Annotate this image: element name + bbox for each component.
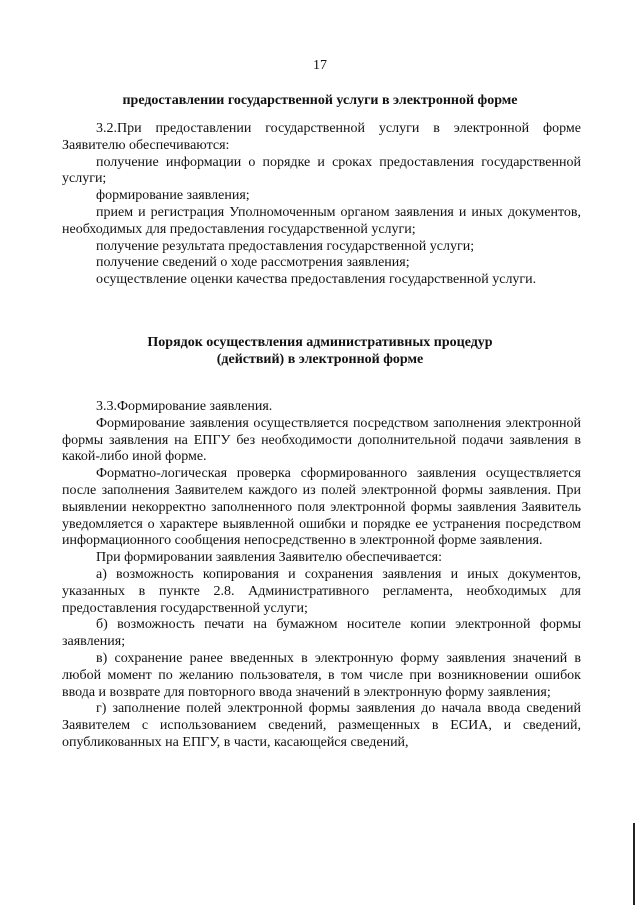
paragraph: прием и регистрация Уполномоченным органом заявления и иных документов, необходимых для предоставления государственной услуги; <box>62 204 581 237</box>
list-item: г) заполнение полей электронной формы заявления до начала ввода сведений Заявителем с использованием сведений, размещенных в ЕСИА, и сведений, опубликованных на ЕПГУ, в части, касающейся сведений, <box>62 701 581 750</box>
paragraph: При формировании заявления Заявителю обеспечивается: <box>96 550 443 566</box>
scan-edge-mark <box>633 823 635 905</box>
list-item: а) возможность копирования и сохранения заявления и иных документов, указанных в пункте 2.8. Административного регламента, необходимых для предоставления государственной услуги; <box>62 566 581 616</box>
paragraph: Формирование заявления осуществляется посредством заполнения электронной формы заявления на ЕПГУ без необходимости дополнительной подачи заявления в какой-либо иной форме. <box>62 415 581 465</box>
paragraph: 3.3.Формирование заявления. <box>96 399 273 414</box>
section-heading-line-2: (действий) в электронной форме <box>216 352 424 367</box>
section-heading-continuation: предоставлении государственной услуги в электронной форме <box>122 93 518 108</box>
list-item: б) возможность печати на бумажном носителе копии электронной формы заявления; <box>62 617 581 650</box>
section-heading-line-1: Порядок осуществления административных процедур <box>147 335 493 350</box>
paragraph: получение сведений о ходе рассмотрения заявления; <box>96 255 410 271</box>
paragraph: получение результата предоставления государственной услуги; <box>96 238 475 254</box>
page-number: 17 <box>313 58 327 73</box>
paragraph: формирование заявления; <box>96 188 250 204</box>
list-item: в) сохранение ранее введенных в электронную форму заявления значений в любой момент по желанию пользователя, в том числе при возникновении ошибок ввода и возврате для повторного ввода значений в электронную форму заявления; <box>62 650 581 700</box>
paragraph: осуществление оценки качества предоставления государственной услуги. <box>96 272 537 288</box>
section-heading <box>60 334 580 368</box>
section-3-3 <box>62 399 581 752</box>
paragraph: Форматно-логическая проверка сформированного заявления осуществляется после заполнения Заявителем каждого из полей электронной формы заявления. При выявлении некорректно заполненного поля электронной формы заявления Заявитель уведомляется о характере выявленной ошибки и порядке ее устранения посредством информационного сообщения непосредственно в электронной форме заявления. <box>62 466 581 549</box>
section-3-2 <box>62 121 581 289</box>
paragraph: получение информации о порядке и сроках предоставления государственной услуги; <box>62 154 581 187</box>
paragraph: 3.2.При предоставлении государственной услуги в электронной форме Заявителю обеспечиваются: <box>62 121 581 153</box>
